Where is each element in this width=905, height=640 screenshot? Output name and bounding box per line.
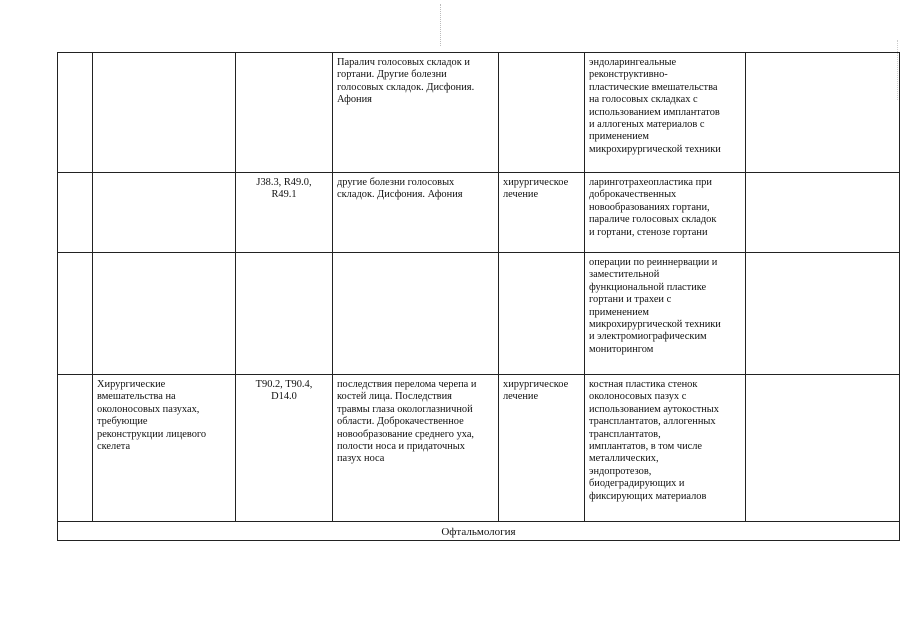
row-number-cell [58, 375, 93, 522]
extra-cell [746, 375, 900, 522]
diagnosis-cell: другие болезни голосовых складок. Дисфония. Афония [333, 173, 499, 253]
row-number-cell [58, 53, 93, 173]
scan-artifact-line [440, 4, 442, 46]
section-row [58, 522, 900, 541]
treatment-method-cell: операции по реиннервации и заместительной функциональной пластике гортани и трахеи с применением микрохирургической техники и электромиографическим мониторингом [585, 253, 746, 375]
treatment-type-cell: хирургическое лечение [499, 173, 585, 253]
treatment-method-cell: эндоларингеальные реконструктивно- пластические вмешательства на голосовых складках с использованием имплантатов и аллогеных материалов с применением микрохирургической техники [585, 53, 746, 173]
procedure-group-cell [93, 253, 236, 375]
icd-codes-cell [236, 53, 333, 173]
extra-cell [746, 253, 900, 375]
medical-procedures-table [57, 52, 900, 541]
diagnosis-cell: последствия перелома черепа и костей лица. Последствия травмы глаза окологлазничной области. Доброкачественное новообразование среднего уха, полости носа и придаточных пазух носа [333, 375, 499, 522]
diagnosis-cell [333, 253, 499, 375]
diagnosis-cell: Паралич голосовых складок и гортани. Другие болезни голосовых складок. Дисфония. Афония [333, 53, 499, 173]
procedure-group-cell: Хирургические вмешательства на околоносовых пазухах, требующие реконструкции лицевого скелета [93, 375, 236, 522]
icd-codes-cell [236, 253, 333, 375]
icd-codes-cell: J38.3, R49.0, R49.1 [236, 173, 333, 253]
treatment-type-cell [499, 253, 585, 375]
treatment-method-cell: костная пластика стенок околоносовых пазух с использованием аутокостных трансплантатов, аллогенных трансплантатов, имплантатов, в том числе металлических, эндопротезов, биодеградирующих и фиксирующих материалов [585, 375, 746, 522]
extra-cell [746, 53, 900, 173]
treatment-type-cell [499, 53, 585, 173]
table-row [58, 375, 900, 522]
procedure-group-cell [93, 173, 236, 253]
treatment-method-cell: ларинготрахеопластика при доброкачественных новообразованиях гортани, параличе голосовых складок и гортани, стенозе гортани [585, 173, 746, 253]
section-title: Офтальмология [58, 522, 900, 541]
extra-cell [746, 173, 900, 253]
treatment-type-cell: хирургическое лечение [499, 375, 585, 522]
row-number-cell [58, 253, 93, 375]
row-number-cell [58, 173, 93, 253]
table-row [58, 173, 900, 253]
procedure-group-cell [93, 53, 236, 173]
table-row [58, 253, 900, 375]
table-row [58, 53, 900, 173]
icd-codes-cell: T90.2, T90.4, D14.0 [236, 375, 333, 522]
